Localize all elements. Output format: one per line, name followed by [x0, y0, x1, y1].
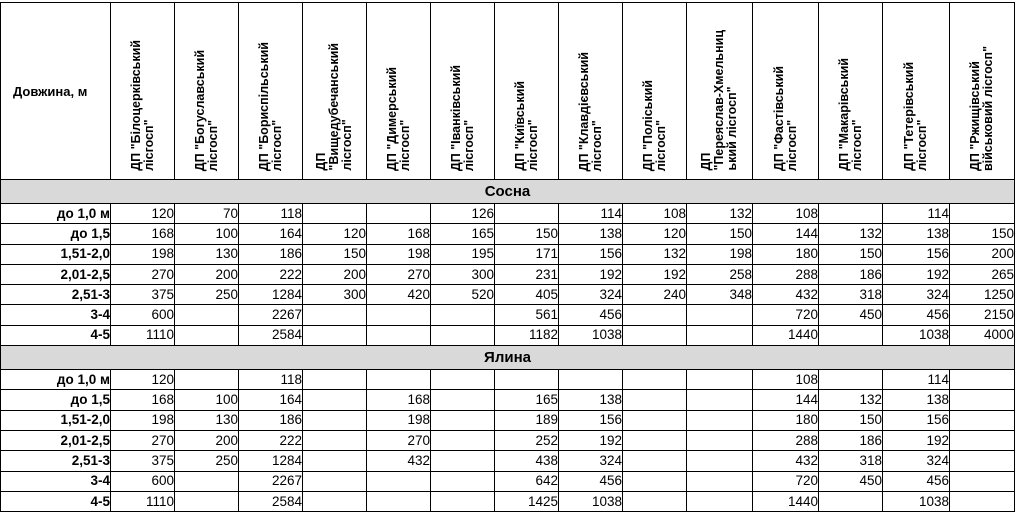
price-cell: 250	[175, 451, 239, 471]
price-cell: 150	[303, 244, 367, 264]
price-cell: 186	[819, 430, 883, 450]
price-cell: 1284	[239, 285, 303, 305]
price-cell: 200	[175, 430, 239, 450]
price-cell: 240	[623, 285, 687, 305]
price-cell: 1110	[111, 325, 175, 345]
price-cell	[367, 491, 431, 511]
price-cell	[623, 410, 687, 430]
price-cell: 164	[239, 390, 303, 410]
price-cell: 132	[687, 204, 753, 224]
price-cell	[431, 325, 495, 345]
price-cell	[303, 430, 367, 450]
column-header-label: ДП "Димерський лісгосп"	[384, 67, 412, 171]
price-cell	[495, 204, 559, 224]
price-cell: 165	[495, 390, 559, 410]
price-cell: 186	[239, 410, 303, 430]
price-cell: 114	[883, 370, 950, 390]
table-row	[1, 410, 1015, 430]
price-cell	[367, 471, 431, 491]
price-cell	[175, 491, 239, 511]
price-cell: 1182	[495, 325, 559, 345]
price-cell	[623, 491, 687, 511]
table-row	[1, 471, 1015, 491]
price-cell: 120	[111, 204, 175, 224]
price-cell: 198	[367, 410, 431, 430]
column-header-label: ДП "Тетерівський лісгосп"	[902, 62, 929, 171]
table-row	[1, 244, 1015, 264]
length-cell: до 1,5	[1, 390, 111, 410]
price-cell: 156	[559, 410, 623, 430]
price-cell	[687, 305, 753, 325]
price-cell	[687, 451, 753, 471]
price-cell: 456	[559, 305, 623, 325]
price-cell: 432	[753, 451, 819, 471]
price-cell: 2584	[239, 491, 303, 511]
price-cell	[950, 491, 1015, 511]
price-cell	[687, 491, 753, 511]
price-cell: 118	[239, 370, 303, 390]
price-cell	[175, 305, 239, 325]
price-cell	[623, 370, 687, 390]
price-cell: 70	[175, 204, 239, 224]
length-cell: 1,51-2,0	[1, 410, 111, 430]
price-cell: 186	[239, 244, 303, 264]
price-cell: 198	[687, 244, 753, 264]
price-cell: 600	[111, 471, 175, 491]
price-cell	[303, 204, 367, 224]
price-cell: 108	[753, 204, 819, 224]
price-cell	[623, 390, 687, 410]
price-cell: 720	[753, 305, 819, 325]
length-cell: 4-5	[1, 491, 111, 511]
price-cell: 138	[559, 224, 623, 244]
price-cell: 180	[753, 244, 819, 264]
price-cell: 150	[819, 244, 883, 264]
price-cell: 270	[111, 430, 175, 450]
price-cell	[950, 451, 1015, 471]
price-cell: 600	[111, 305, 175, 325]
price-cell: 1038	[559, 491, 623, 511]
column-header-forestry	[559, 3, 623, 180]
price-cell: 348	[687, 285, 753, 305]
price-cell	[687, 325, 753, 345]
price-cell	[303, 325, 367, 345]
table-row	[1, 430, 1015, 450]
table-row	[1, 325, 1015, 345]
price-cell: 270	[367, 264, 431, 284]
price-cell	[950, 204, 1015, 224]
price-cell: 318	[819, 451, 883, 471]
table-row	[1, 264, 1015, 284]
table-row	[1, 224, 1015, 244]
section-header-row	[1, 346, 1015, 370]
price-cell: 156	[883, 244, 950, 264]
price-cell: 168	[111, 224, 175, 244]
price-cell: 252	[495, 430, 559, 450]
price-cell: 288	[753, 264, 819, 284]
price-cell: 1250	[950, 285, 1015, 305]
price-cell: 200	[175, 264, 239, 284]
price-cell: 300	[431, 264, 495, 284]
price-cell: 432	[367, 451, 431, 471]
price-cell	[623, 325, 687, 345]
price-cell: 288	[753, 430, 819, 450]
section-header-row	[1, 180, 1015, 204]
price-cell: 156	[883, 410, 950, 430]
price-cell	[950, 430, 1015, 450]
price-cell: 432	[753, 285, 819, 305]
price-cell	[431, 451, 495, 471]
price-cell: 132	[819, 390, 883, 410]
price-cell	[303, 305, 367, 325]
table-row	[1, 451, 1015, 471]
price-cell: 200	[950, 244, 1015, 264]
column-header-label: ДП "Вищедубечанський лісгосп"	[314, 43, 354, 171]
column-header-forestry	[367, 3, 431, 180]
price-cell	[819, 204, 883, 224]
price-cell: 2267	[239, 305, 303, 325]
price-cell	[175, 325, 239, 345]
column-header-label: ДП "Київський лісгосп"	[512, 81, 540, 171]
length-column-header: Довжина, м	[1, 3, 111, 180]
price-cell: 438	[495, 451, 559, 471]
price-cell	[367, 370, 431, 390]
price-cell: 120	[111, 370, 175, 390]
price-cell	[367, 325, 431, 345]
price-cell	[623, 451, 687, 471]
price-cell: 130	[175, 410, 239, 430]
price-cell: 108	[753, 370, 819, 390]
length-cell: 2,51-3	[1, 451, 111, 471]
column-header-label: ДП "Клавдієвський лісгосп"	[576, 51, 604, 171]
price-cell: 4000	[950, 325, 1015, 345]
price-cell	[495, 370, 559, 390]
column-header-forestry	[883, 3, 950, 180]
price-cell: 164	[239, 224, 303, 244]
price-cell: 114	[883, 204, 950, 224]
price-cell: 456	[559, 471, 623, 491]
price-cell: 195	[431, 244, 495, 264]
price-cell	[687, 471, 753, 491]
price-cell	[431, 370, 495, 390]
price-cell: 1440	[753, 325, 819, 345]
price-cell: 171	[495, 244, 559, 264]
price-cell: 456	[883, 471, 950, 491]
length-cell: 2,01-2,5	[1, 430, 111, 450]
price-cell: 144	[753, 390, 819, 410]
price-cell	[303, 471, 367, 491]
price-cell: 150	[819, 410, 883, 430]
price-cell: 130	[175, 244, 239, 264]
price-cell: 2584	[239, 325, 303, 345]
price-cell: 1110	[111, 491, 175, 511]
price-cell: 270	[111, 264, 175, 284]
column-header-forestry	[623, 3, 687, 180]
price-cell: 108	[623, 204, 687, 224]
price-cell: 186	[819, 264, 883, 284]
price-cell: 138	[883, 390, 950, 410]
table-row	[1, 491, 1015, 511]
price-cell: 150	[950, 224, 1015, 244]
price-cell	[623, 305, 687, 325]
price-cell: 520	[431, 285, 495, 305]
price-cell	[559, 370, 623, 390]
price-cell: 561	[495, 305, 559, 325]
table-row	[1, 305, 1015, 325]
column-header-forestry	[753, 3, 819, 180]
price-cell	[623, 430, 687, 450]
price-cell: 318	[819, 285, 883, 305]
price-cell: 265	[950, 264, 1015, 284]
price-cell: 1284	[239, 451, 303, 471]
price-cell	[367, 204, 431, 224]
table-row	[1, 370, 1015, 390]
price-cell: 144	[753, 224, 819, 244]
price-cell: 375	[111, 451, 175, 471]
price-cell: 168	[111, 390, 175, 410]
header-row	[1, 3, 1015, 180]
price-cell: 132	[623, 244, 687, 264]
column-header-label: ДП "Богуславський лісгосп"	[192, 49, 220, 171]
price-cell	[303, 451, 367, 471]
price-cell	[687, 390, 753, 410]
length-cell: 1,51-2,0	[1, 244, 111, 264]
price-cell	[950, 370, 1015, 390]
price-cell: 100	[175, 224, 239, 244]
column-header-label: ДП "Макарівський лісгосп"	[836, 58, 864, 171]
price-cell: 324	[559, 451, 623, 471]
column-header-forestry	[819, 3, 883, 180]
price-cell: 192	[559, 264, 623, 284]
price-cell	[431, 430, 495, 450]
column-header-label: ДП "Ржищівський військовий лісгосп"	[968, 45, 995, 171]
price-cell: 1440	[753, 491, 819, 511]
price-cell	[687, 430, 753, 450]
price-cell: 150	[495, 224, 559, 244]
price-cell: 420	[367, 285, 431, 305]
price-cell: 150	[687, 224, 753, 244]
table-row	[1, 204, 1015, 224]
column-header-forestry	[431, 3, 495, 180]
price-cell: 300	[303, 285, 367, 305]
price-cell	[303, 410, 367, 430]
column-header-label: ДП "Бориспільський лісгосп"	[256, 41, 284, 171]
price-cell: 192	[623, 264, 687, 284]
price-cell: 1038	[559, 325, 623, 345]
price-cell: 258	[687, 264, 753, 284]
price-cell: 198	[367, 244, 431, 264]
price-cell: 270	[367, 430, 431, 450]
price-cell	[431, 390, 495, 410]
price-table	[0, 2, 1015, 512]
price-cell: 120	[623, 224, 687, 244]
length-cell: до 1,0 м	[1, 370, 111, 390]
price-cell	[431, 410, 495, 430]
price-cell	[687, 410, 753, 430]
price-cell: 250	[175, 285, 239, 305]
price-cell: 138	[883, 224, 950, 244]
price-cell	[819, 491, 883, 511]
price-cell: 126	[431, 204, 495, 224]
price-cell: 100	[175, 390, 239, 410]
price-cell: 192	[883, 264, 950, 284]
price-cell	[431, 305, 495, 325]
price-cell	[303, 491, 367, 511]
column-header-label: ДП "Фастівський лісгосп"	[771, 65, 799, 171]
length-cell: до 1,0 м	[1, 204, 111, 224]
column-header-forestry	[495, 3, 559, 180]
price-cell: 192	[883, 430, 950, 450]
section-title: Ялина	[1, 346, 1015, 370]
price-cell: 138	[559, 390, 623, 410]
price-cell: 118	[239, 204, 303, 224]
price-cell	[367, 305, 431, 325]
length-cell: 3-4	[1, 305, 111, 325]
column-header-forestry	[239, 3, 303, 180]
price-cell	[819, 325, 883, 345]
column-header-label: ДП "Поліський лісгосп"	[640, 79, 668, 171]
price-cell: 198	[111, 244, 175, 264]
price-cell	[950, 471, 1015, 491]
price-cell: 192	[559, 430, 623, 450]
table-row	[1, 390, 1015, 410]
price-cell: 156	[559, 244, 623, 264]
price-cell	[950, 390, 1015, 410]
price-cell: 450	[819, 305, 883, 325]
length-cell: 3-4	[1, 471, 111, 491]
price-cell	[819, 370, 883, 390]
column-header-label: ДП "Білоцерківський лісгосп"	[128, 40, 156, 171]
price-cell: 200	[303, 264, 367, 284]
price-cell: 642	[495, 471, 559, 491]
table-row	[1, 285, 1015, 305]
column-header-forestry	[175, 3, 239, 180]
price-cell: 114	[559, 204, 623, 224]
price-cell: 222	[239, 264, 303, 284]
price-cell: 405	[495, 285, 559, 305]
price-cell: 450	[819, 471, 883, 491]
price-cell	[303, 390, 367, 410]
column-header-forestry	[687, 3, 753, 180]
price-cell: 324	[883, 451, 950, 471]
price-cell: 132	[819, 224, 883, 244]
price-cell: 1038	[883, 325, 950, 345]
price-cell: 168	[367, 390, 431, 410]
price-cell	[175, 370, 239, 390]
column-header-label: ДП "Переяслав-Хмельниц ький лісгосп"	[699, 30, 739, 171]
price-cell	[303, 370, 367, 390]
price-cell: 198	[111, 410, 175, 430]
price-cell: 222	[239, 430, 303, 450]
length-cell: до 1,5	[1, 224, 111, 244]
price-cell	[950, 410, 1015, 430]
column-header-forestry	[111, 3, 175, 180]
price-cell	[623, 471, 687, 491]
price-cell: 720	[753, 471, 819, 491]
price-cell: 324	[883, 285, 950, 305]
column-header-forestry	[950, 3, 1015, 180]
price-cell: 2150	[950, 305, 1015, 325]
price-cell	[431, 491, 495, 511]
price-cell: 180	[753, 410, 819, 430]
price-cell: 324	[559, 285, 623, 305]
price-cell	[431, 471, 495, 491]
price-cell: 375	[111, 285, 175, 305]
price-cell: 456	[883, 305, 950, 325]
column-header-forestry	[303, 3, 367, 180]
price-cell: 2267	[239, 471, 303, 491]
length-cell: 2,51-3	[1, 285, 111, 305]
price-cell: 168	[367, 224, 431, 244]
column-header-label: ДП "Іванківський лісгосп"	[448, 64, 476, 171]
price-cell: 231	[495, 264, 559, 284]
price-cell: 120	[303, 224, 367, 244]
price-cell: 165	[431, 224, 495, 244]
price-cell	[175, 471, 239, 491]
length-cell: 2,01-2,5	[1, 264, 111, 284]
section-title: Сосна	[1, 180, 1015, 204]
price-cell: 189	[495, 410, 559, 430]
price-cell: 1038	[883, 491, 950, 511]
price-cell: 1425	[495, 491, 559, 511]
length-cell: 4-5	[1, 325, 111, 345]
price-cell	[687, 370, 753, 390]
